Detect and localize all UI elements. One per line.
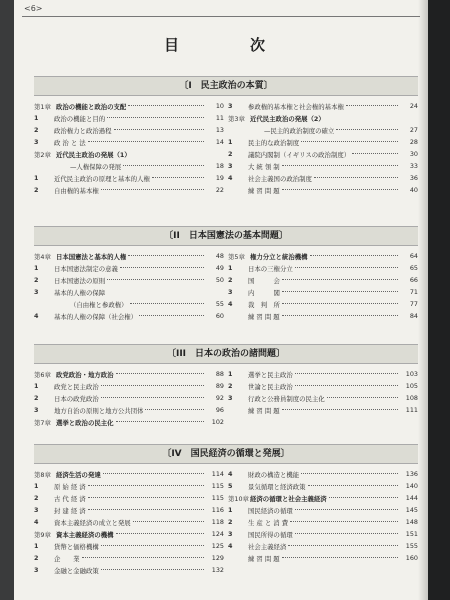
toc-entry [228, 274, 418, 286]
entry-number: 4 [34, 518, 39, 526]
entry-page-number: 115 [211, 494, 224, 502]
entry-title: 経済の循環と社会主義経済 [250, 494, 327, 503]
entry-title: 政 治 と 法 [54, 138, 86, 147]
dot-leader [101, 545, 204, 546]
toc-entry [34, 274, 224, 286]
toc-entry [228, 504, 418, 516]
toc-entry [228, 184, 418, 196]
entry-title: 貨幣と価格機構 [54, 542, 99, 551]
dot-leader [107, 279, 204, 280]
entry-number: 第6章 [34, 370, 51, 379]
dot-leader [295, 373, 398, 374]
dot-leader [128, 255, 204, 256]
entry-title: 政治の機能と目的 [54, 114, 106, 123]
toc-column-left [34, 468, 224, 576]
entry-page-number: 33 [409, 162, 418, 170]
entry-title: 日本国憲法の原則 [54, 276, 106, 285]
entry-page-number: 30 [409, 150, 418, 158]
toc-entry [34, 504, 224, 516]
entry-page-number: 102 [211, 418, 224, 426]
entry-title: 財政の構造と機能 [248, 470, 300, 479]
toc-entry [228, 136, 418, 148]
entry-page-number: 89 [215, 382, 224, 390]
entry-title: 国民経済の循環 [248, 506, 293, 515]
entry-page-number: 111 [405, 406, 418, 414]
dot-leader [114, 129, 204, 130]
entry-page-number: 96 [215, 406, 224, 414]
toc-entry [228, 160, 418, 172]
chapter-entry [34, 368, 224, 380]
entry-page-number: 108 [405, 394, 418, 402]
entry-title: 社会主義経済 [248, 542, 287, 551]
entry-number: 3 [34, 138, 39, 146]
entry-title: 基本的人権の保障（社会権） [54, 312, 138, 321]
dot-leader [101, 189, 204, 190]
entry-page-number: 140 [405, 482, 418, 490]
entry-number: 1 [34, 482, 39, 490]
chapter-entry [34, 416, 224, 428]
dot-leader [282, 291, 398, 292]
entry-number: 1 [34, 174, 39, 182]
toc-entry [228, 528, 418, 540]
entry-title: 内 閣 [248, 288, 280, 297]
entry-title: 国民所得の循環 [248, 530, 293, 539]
entry-title: 日本国憲法と基本的人権 [56, 252, 127, 261]
entry-title: 日本の政党政治 [54, 394, 99, 403]
toc-entry [34, 136, 224, 148]
entry-number: 3 [34, 506, 39, 514]
dot-leader [88, 509, 204, 510]
toc-column-left [34, 368, 224, 428]
toc-entry [228, 148, 418, 160]
entry-title: 世論と民主政治 [248, 382, 293, 391]
entry-title: （自由権と参政権） [70, 300, 128, 309]
toc-entry [228, 392, 418, 404]
dot-leader [88, 497, 204, 498]
dot-leader [282, 557, 398, 558]
entry-title: 練 習 問 題 [248, 312, 280, 321]
entry-number: 2 [34, 276, 39, 284]
entry-number: 第4章 [34, 252, 51, 261]
toc-entry [228, 172, 418, 184]
dot-leader [82, 557, 204, 558]
toc-entry [34, 564, 224, 576]
entry-title: 行政と公務員制度の民主化 [248, 394, 325, 403]
entry-title: 国 会 [248, 276, 280, 285]
entry-page-number: 55 [215, 300, 224, 308]
entry-title: 日本の三権分立 [248, 264, 293, 273]
dot-leader [145, 409, 204, 410]
entry-title: 参政権的基本権と社会権的基本権 [248, 102, 344, 111]
entry-number: 4 [228, 470, 233, 478]
entry-title: 基本的人権の保障 [54, 288, 106, 297]
entry-number: 2 [228, 518, 233, 526]
entry-title: 選挙と民主政治 [248, 370, 293, 379]
entry-title: 景気循環と経済政策 [248, 482, 306, 491]
toc-entry [228, 404, 418, 416]
entry-page-number: 48 [215, 252, 224, 260]
dot-leader [295, 385, 398, 386]
toc-entry [228, 552, 418, 564]
entry-page-number: 115 [211, 482, 224, 490]
entry-title: 民主的な政治制度 [248, 138, 300, 147]
entry-title: 資本主義経済の機構 [56, 530, 114, 539]
entry-page-number: 14 [215, 138, 224, 146]
toc-entry [228, 286, 418, 298]
entry-number: 1 [34, 114, 39, 122]
dot-leader [116, 421, 204, 422]
toc-column-right [224, 100, 418, 196]
entry-page-number: 49 [215, 264, 224, 272]
dot-leader [103, 473, 204, 474]
entry-page-number: 88 [215, 370, 224, 378]
entry-page-number: 92 [215, 394, 224, 402]
entry-page-number: 148 [405, 518, 418, 526]
dot-leader [295, 509, 398, 510]
entry-number: 第7章 [34, 418, 51, 427]
entry-title: —民主的政治制度の確立 [264, 126, 335, 135]
entry-number: 1 [34, 382, 39, 390]
toc-section [34, 444, 418, 576]
toc-entry [34, 552, 224, 564]
entry-number: 2 [34, 126, 39, 134]
dot-leader [290, 521, 398, 522]
entry-title: 封 建 経 済 [54, 506, 86, 515]
entry-number: 第8章 [34, 470, 51, 479]
entry-title: —人権保障の発展 [70, 162, 122, 171]
entry-title: 金融と金融政策 [54, 566, 99, 575]
entry-number: 2 [34, 186, 39, 194]
toc-entry [34, 298, 224, 310]
toc-entry [228, 480, 418, 492]
toc-entry [34, 160, 224, 172]
dot-leader [282, 409, 398, 410]
entry-number: 第2章 [34, 150, 51, 159]
dot-leader [101, 397, 204, 398]
dot-leader [101, 569, 204, 570]
entry-number: 3 [34, 288, 39, 296]
entry-page-number: 71 [409, 288, 418, 296]
entry-number: 第10章 [228, 494, 249, 503]
toc-entry [34, 184, 224, 196]
entry-number: 4 [34, 312, 39, 320]
toc-entry [228, 124, 418, 136]
toc-section [34, 344, 418, 428]
entry-page-number: 65 [409, 264, 418, 272]
toc-column-left [34, 250, 224, 322]
entry-title: 資本主義経済の成立と発展 [54, 518, 131, 527]
dot-leader [116, 533, 204, 534]
dot-leader [295, 533, 398, 534]
toc-entry [34, 172, 224, 184]
entry-page-number: 144 [405, 494, 418, 502]
dot-leader [101, 385, 204, 386]
dot-leader [88, 141, 204, 142]
entry-number: 2 [34, 554, 39, 562]
entry-page-number: 118 [211, 518, 224, 526]
entry-page-number: 155 [405, 542, 418, 550]
entry-number: 1 [34, 264, 39, 272]
entry-number: 4 [228, 542, 233, 550]
section-title: 〔II 日本国憲法の基本問題〕 [34, 226, 418, 246]
dot-leader [327, 397, 398, 398]
entry-title: 近代民主政治の発展（1） [56, 150, 131, 159]
dot-leader [282, 315, 398, 316]
entry-title: 日本国憲法制定の意義 [54, 264, 118, 273]
entry-title: 練 習 問 題 [248, 554, 280, 563]
toc-section [34, 76, 418, 196]
toc-entry [34, 286, 224, 298]
entry-page-number: 66 [409, 276, 418, 284]
section-title: 〔III 日本の政治の諸問題〕 [34, 344, 418, 364]
entry-page-number: 77 [409, 300, 418, 308]
entry-title: 原 始 経 済 [54, 482, 86, 491]
entry-page-number: 50 [215, 276, 224, 284]
entry-title: 権力分立と統治機構 [250, 252, 308, 261]
entry-number: 第3章 [228, 114, 245, 123]
dot-leader [133, 521, 204, 522]
entry-number: 2 [228, 382, 233, 390]
dot-leader [120, 267, 204, 268]
toc-page [14, 0, 428, 600]
entry-page-number: 40 [409, 186, 418, 194]
dot-leader [128, 105, 204, 106]
toc-entry [34, 380, 224, 392]
entry-page-number: 160 [405, 554, 418, 562]
entry-title: 選挙と政治の民主化 [56, 418, 114, 427]
entry-number: 5 [228, 482, 233, 490]
entry-number: 1 [228, 506, 233, 514]
dot-leader [282, 165, 398, 166]
entry-number: 第5章 [228, 252, 245, 261]
toc-entry [228, 380, 418, 392]
dot-leader [336, 129, 398, 130]
toc-entry [34, 262, 224, 274]
entry-title: 練 習 問 題 [248, 406, 280, 415]
toc-entry [228, 368, 418, 380]
entry-title: 裁 判 所 [248, 300, 280, 309]
dot-leader [301, 141, 398, 142]
entry-number: 2 [34, 394, 39, 402]
toc-column-right [224, 250, 418, 322]
book-spine-shadow [0, 0, 14, 600]
entry-page-number: 28 [409, 138, 418, 146]
dot-leader [152, 177, 204, 178]
entry-page-number: 114 [211, 470, 224, 478]
entry-number: 4 [228, 300, 233, 308]
dot-leader [107, 117, 204, 118]
chapter-entry [34, 528, 224, 540]
entry-page-number: 22 [215, 186, 224, 194]
toc-column-right [224, 468, 418, 576]
entry-number: 3 [228, 102, 233, 110]
dot-leader [295, 267, 398, 268]
chapter-entry [34, 100, 224, 112]
entry-number: 2 [228, 150, 233, 158]
entry-page-number: 11 [215, 114, 224, 122]
dot-leader [329, 497, 398, 498]
entry-title: 練 習 問 題 [248, 186, 280, 195]
dot-leader [88, 485, 204, 486]
header-rule [22, 16, 420, 17]
entry-number: 第1章 [34, 102, 51, 111]
toc-entry [34, 112, 224, 124]
dot-leader [314, 177, 398, 178]
background-edge [428, 0, 450, 600]
entry-page-number: 129 [211, 554, 224, 562]
chapter-entry [34, 468, 224, 480]
entry-number: 3 [228, 162, 233, 170]
toc-entry [228, 262, 418, 274]
page-number: <6> [24, 4, 43, 13]
entry-title: 経済生活の発達 [56, 470, 101, 479]
toc-entry [34, 124, 224, 136]
entry-title: 生 産 と 消 費 [248, 518, 289, 527]
entry-page-number: 24 [409, 102, 418, 110]
section-title: 〔IV 国民経済の循環と発展〕 [34, 444, 418, 464]
toc-entry [34, 392, 224, 404]
toc-entry [228, 100, 418, 112]
toc-entry [34, 480, 224, 492]
entry-number: 3 [228, 288, 233, 296]
toc-entry [34, 310, 224, 322]
chapter-entry [34, 250, 224, 262]
chapter-entry [34, 148, 224, 160]
entry-number: 第9章 [34, 530, 51, 539]
entry-number: 3 [228, 394, 233, 402]
entry-page-number: 13 [215, 126, 224, 134]
toc-entry [228, 310, 418, 322]
entry-title: 近代民主政治の原理と基本的人権 [54, 174, 150, 183]
entry-page-number: 10 [215, 102, 224, 110]
dot-leader [308, 485, 398, 486]
entry-page-number: 84 [409, 312, 418, 320]
dot-leader [282, 303, 398, 304]
entry-page-number: 36 [409, 174, 418, 182]
entry-page-number: 64 [409, 252, 418, 260]
entry-page-number: 145 [405, 506, 418, 514]
toc-column-left [34, 100, 224, 196]
entry-title: 社会主義国の政治制度 [248, 174, 312, 183]
dot-leader [352, 153, 398, 154]
entry-title: 議院内閣制（イギリスの政治制度） [248, 150, 351, 159]
entry-page-number: 27 [409, 126, 418, 134]
entry-number: 1 [228, 264, 233, 272]
dot-leader [288, 545, 398, 546]
entry-page-number: 103 [405, 370, 418, 378]
chapter-entry [228, 492, 418, 504]
entry-title: 地方自治の原則と地方公共団体 [54, 406, 144, 415]
page-title: 目 次 [164, 36, 294, 54]
entry-page-number: 105 [405, 382, 418, 390]
entry-number: 1 [228, 138, 233, 146]
entry-title: 自由権的基本権 [54, 186, 99, 195]
entry-title: 政党と民主政治 [54, 382, 99, 391]
section-title: 〔I 民主政治の本質〕 [34, 76, 418, 96]
entry-number: 1 [34, 542, 39, 550]
entry-number: 2 [228, 276, 233, 284]
entry-title: 近代民主政治の発展（2） [250, 114, 325, 123]
dot-leader [282, 189, 398, 190]
entry-title: 政治の機能と政治の支配 [56, 102, 127, 111]
entry-number: 1 [228, 370, 233, 378]
entry-page-number: 18 [215, 162, 224, 170]
entry-page-number: 151 [405, 530, 418, 538]
toc-entry [34, 516, 224, 528]
entry-page-number: 136 [405, 470, 418, 478]
toc-entry [34, 492, 224, 504]
entry-title: 政党政治・地方政治 [56, 370, 114, 379]
entry-title: 企 業 [54, 554, 80, 563]
chapter-entry [228, 112, 418, 124]
dot-leader [346, 105, 398, 106]
entry-page-number: 116 [211, 506, 224, 514]
dot-leader [130, 303, 204, 304]
toc-section [34, 226, 418, 322]
entry-title: 大 統 領 制 [248, 162, 280, 171]
toc-column-right [224, 368, 418, 428]
entry-title: 古 代 経 済 [54, 494, 86, 503]
entry-page-number: 124 [211, 530, 224, 538]
toc-entry [34, 404, 224, 416]
toc-entry [228, 468, 418, 480]
dot-leader [282, 279, 398, 280]
entry-number: 3 [34, 406, 39, 414]
dot-leader [310, 255, 398, 256]
entry-title: 政治権力と政治過程 [54, 126, 112, 135]
chapter-entry [228, 250, 418, 262]
entry-number: 2 [34, 494, 39, 502]
dot-leader [301, 473, 398, 474]
toc-entry [228, 298, 418, 310]
entry-page-number: 125 [211, 542, 224, 550]
entry-number: 4 [228, 174, 233, 182]
dot-leader [116, 373, 204, 374]
entry-page-number: 19 [215, 174, 224, 182]
entry-page-number: 132 [211, 566, 224, 574]
entry-number: 3 [228, 530, 233, 538]
entry-number: 3 [34, 566, 39, 574]
toc-entry [228, 516, 418, 528]
dot-leader [123, 165, 204, 166]
entry-page-number: 60 [215, 312, 224, 320]
toc-entry [34, 540, 224, 552]
toc-entry [228, 540, 418, 552]
dot-leader [139, 315, 204, 316]
